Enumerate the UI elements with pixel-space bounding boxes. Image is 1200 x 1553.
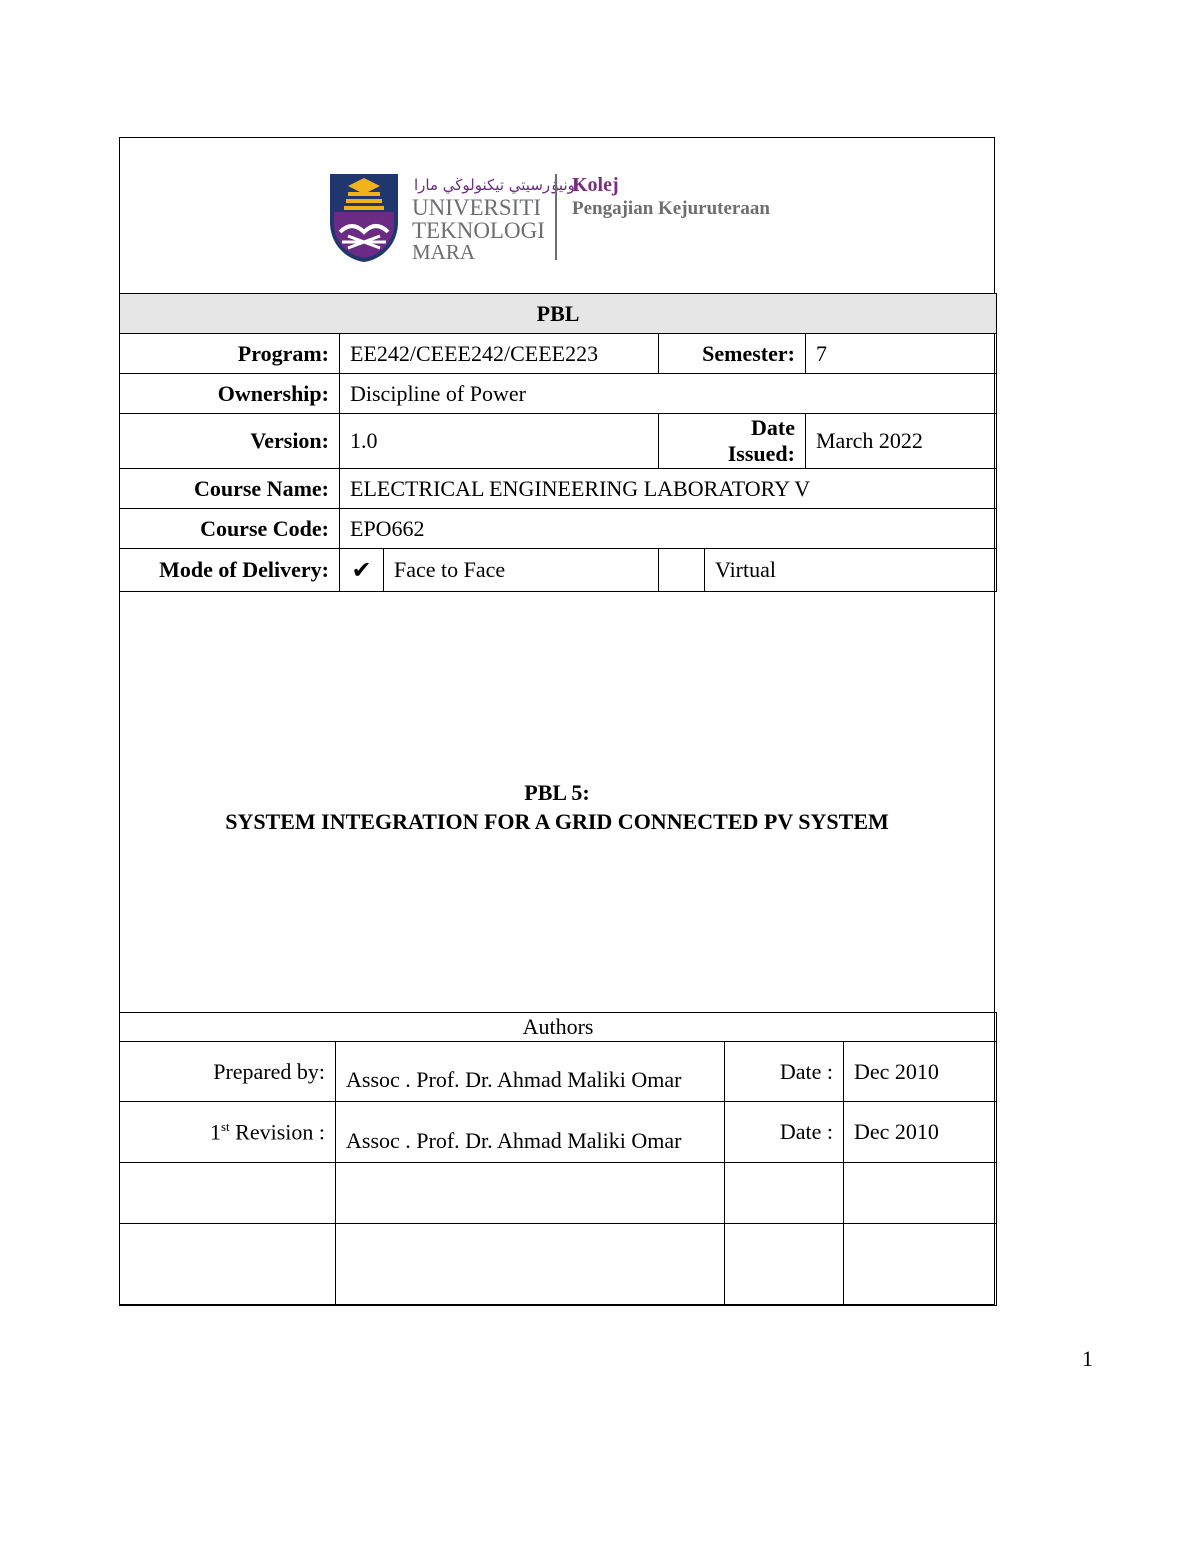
revision-number: 1 (209, 1119, 221, 1145)
course-name-row (120, 469, 997, 509)
mode-label: Mode of Delivery: (120, 549, 340, 592)
date-issued-label-line2: Issued: (727, 441, 795, 466)
date-issued-label-line1: Date (751, 415, 795, 440)
version-label: Version: (120, 414, 340, 469)
virtual-checkbox[interactable] (659, 549, 705, 592)
prepared-date-value: Dec 2010 (844, 1042, 997, 1102)
program-row (120, 334, 997, 374)
revision-date-value: Dec 2010 (844, 1102, 997, 1163)
prepared-by-row (120, 1042, 997, 1102)
semester-label: Semester: (659, 334, 806, 374)
date-issued-value: March 2022 (806, 414, 997, 469)
ownership-row (120, 374, 997, 414)
revision-ordinal: st (220, 1118, 230, 1134)
face-to-face-label: Face to Face (384, 549, 659, 592)
version-value: 1.0 (340, 414, 659, 469)
prepared-date-label: Date : (725, 1042, 844, 1102)
ownership-value: Discipline of Power (340, 374, 997, 414)
first-revision-row (120, 1102, 997, 1163)
logo-area (120, 138, 994, 293)
empty-cell (336, 1224, 725, 1306)
ownership-label: Ownership: (120, 374, 340, 414)
revision-text: Revision : (229, 1119, 325, 1145)
college-line1: Kolej (572, 174, 619, 196)
first-revision-name: Assoc . Prof. Dr. Ahmad Maliki Omar (336, 1102, 725, 1163)
first-revision-label (120, 1102, 336, 1163)
course-code-value: EPO662 (340, 509, 997, 549)
arabic-name: اونيۏرسيتي تيكنولوڬي مارا (414, 176, 580, 194)
title-line2: SYSTEM INTEGRATION FOR A GRID CONNECTED PV SYSTEM (225, 809, 889, 834)
course-code-row (120, 509, 997, 549)
authors-table (119, 1012, 997, 1306)
empty-cell (844, 1163, 997, 1224)
revision-date-label: Date : (725, 1102, 844, 1163)
info-table (119, 293, 997, 592)
virtual-label: Virtual (705, 549, 997, 592)
program-label: Program: (120, 334, 340, 374)
pbl-header-row (120, 294, 997, 334)
empty-author-row (120, 1224, 997, 1306)
face-to-face-checkbox[interactable]: ✔ (340, 549, 384, 592)
program-value: EE242/CEEE242/CEEE223 (340, 334, 659, 374)
course-name-value: ELECTRICAL ENGINEERING LABORATORY V (340, 469, 997, 509)
prepared-by-name: Assoc . Prof. Dr. Ahmad Maliki Omar (336, 1042, 725, 1102)
empty-cell (844, 1224, 997, 1306)
uitm-shield-icon (330, 174, 398, 262)
empty-cell (725, 1224, 844, 1306)
prepared-by-label: Prepared by: (120, 1042, 336, 1102)
empty-cell (725, 1163, 844, 1224)
authors-heading: Authors (120, 1013, 997, 1042)
college-line2: Pengajian Kejuruteraan (572, 198, 770, 219)
mode-of-delivery-row (120, 549, 997, 592)
empty-author-row (120, 1163, 997, 1224)
university-line1: UNIVERSITI (412, 195, 542, 220)
university-line2: TEKNOLOGI (412, 218, 545, 243)
empty-cell (120, 1224, 336, 1306)
version-row (120, 414, 997, 469)
pbl-header: PBL (120, 294, 997, 334)
empty-cell (336, 1163, 725, 1224)
page-number: 1 (1082, 1346, 1093, 1371)
university-line3: MARA (412, 240, 476, 264)
document-title (120, 778, 994, 836)
empty-cell (120, 1163, 336, 1224)
title-line1: PBL 5: (524, 780, 590, 805)
semester-value: 7 (806, 334, 997, 374)
course-name-label: Course Name: (120, 469, 340, 509)
uitm-logo (328, 172, 798, 267)
course-code-label: Course Code: (120, 509, 340, 549)
cover-page-frame (119, 137, 995, 1305)
authors-heading-row (120, 1013, 997, 1042)
date-issued-label (659, 414, 806, 469)
